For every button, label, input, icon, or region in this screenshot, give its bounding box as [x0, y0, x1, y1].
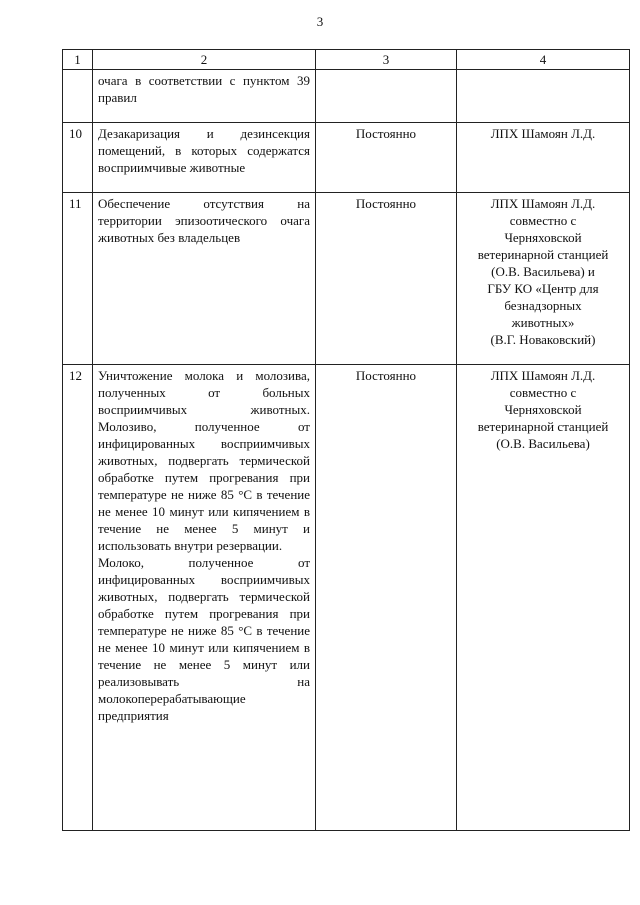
- action-paragraph: Уничтожение молока и молозива, полученных от больных восприимчивых животных. Молозиво, полученное от инфицированных восприимчивых животных, подвергать термической обработке путем прогревания при температуре не ниже 85 °С в течение не менее 10 минут или кипячением в течение не менее 5 минут и использовать внутри резервации.: [98, 368, 310, 553]
- row-responsible: [457, 70, 630, 123]
- table-row: [63, 123, 630, 193]
- row-action: [93, 365, 316, 831]
- responsible-line: (О.В. Васильева) и: [491, 264, 595, 279]
- table-row: [63, 70, 630, 123]
- row-action: очага в соответствии с пунктом 39 правил: [93, 70, 316, 123]
- header-cell: 4: [457, 50, 630, 70]
- header-cell: 3: [316, 50, 457, 70]
- row-term: Постоянно: [316, 365, 457, 831]
- table-row: [63, 365, 630, 831]
- header-cell: 1: [63, 50, 93, 70]
- page-number: 3: [316, 14, 324, 29]
- responsible-line: совместно с: [509, 213, 577, 228]
- row-number: 11: [63, 193, 93, 365]
- responsible-line: ветеринарной станцией: [477, 247, 609, 262]
- responsible-line: (О.В. Васильева): [496, 436, 590, 451]
- responsible-line: совместно с: [509, 385, 577, 400]
- responsible-line: безнадзорных: [504, 298, 582, 313]
- header-cell: 2: [93, 50, 316, 70]
- row-action: Дезакаризация и дезинсекция помещений, в которых содержатся восприимчивые животные: [93, 123, 316, 193]
- responsible-line: Черняховской: [504, 402, 582, 417]
- row-number: 10: [63, 123, 93, 193]
- row-responsible: [457, 123, 630, 193]
- responsible-line: ЛПХ Шамоян Л.Д.: [490, 126, 596, 141]
- row-responsible: [457, 365, 630, 831]
- row-term: Постоянно: [316, 193, 457, 365]
- row-number: [63, 70, 93, 123]
- responsible-line: ГБУ КО «Центр для: [487, 281, 599, 296]
- row-number: 12: [63, 365, 93, 831]
- responsible-line: (В.Г. Новаковский): [490, 332, 596, 347]
- responsible-line: ЛПХ Шамоян Л.Д.: [490, 368, 596, 383]
- responsible-line: ЛПХ Шамоян Л.Д.: [490, 196, 596, 211]
- responsible-line: животных»: [511, 315, 575, 330]
- table-header-row: [63, 50, 630, 70]
- row-term: Постоянно: [316, 123, 457, 193]
- row-action: Обеспечение отсутствия на территории эпизоотического очага животных без владельцев: [93, 193, 316, 365]
- measures-table: [62, 49, 630, 831]
- responsible-line: Черняховской: [504, 230, 582, 245]
- action-paragraph: Молоко, полученное от инфицированных восприимчивых животных, подвергать термической обработке путем прогревания при температуре не ниже 85 °С в течение не менее 10 минут или кипячением в течение не менее 5 минут или реализовывать на молокоперерабатывающие предприятия: [98, 555, 310, 723]
- row-term: [316, 70, 457, 123]
- table-row: [63, 193, 630, 365]
- row-responsible: [457, 193, 630, 365]
- responsible-line: ветеринарной станцией: [477, 419, 609, 434]
